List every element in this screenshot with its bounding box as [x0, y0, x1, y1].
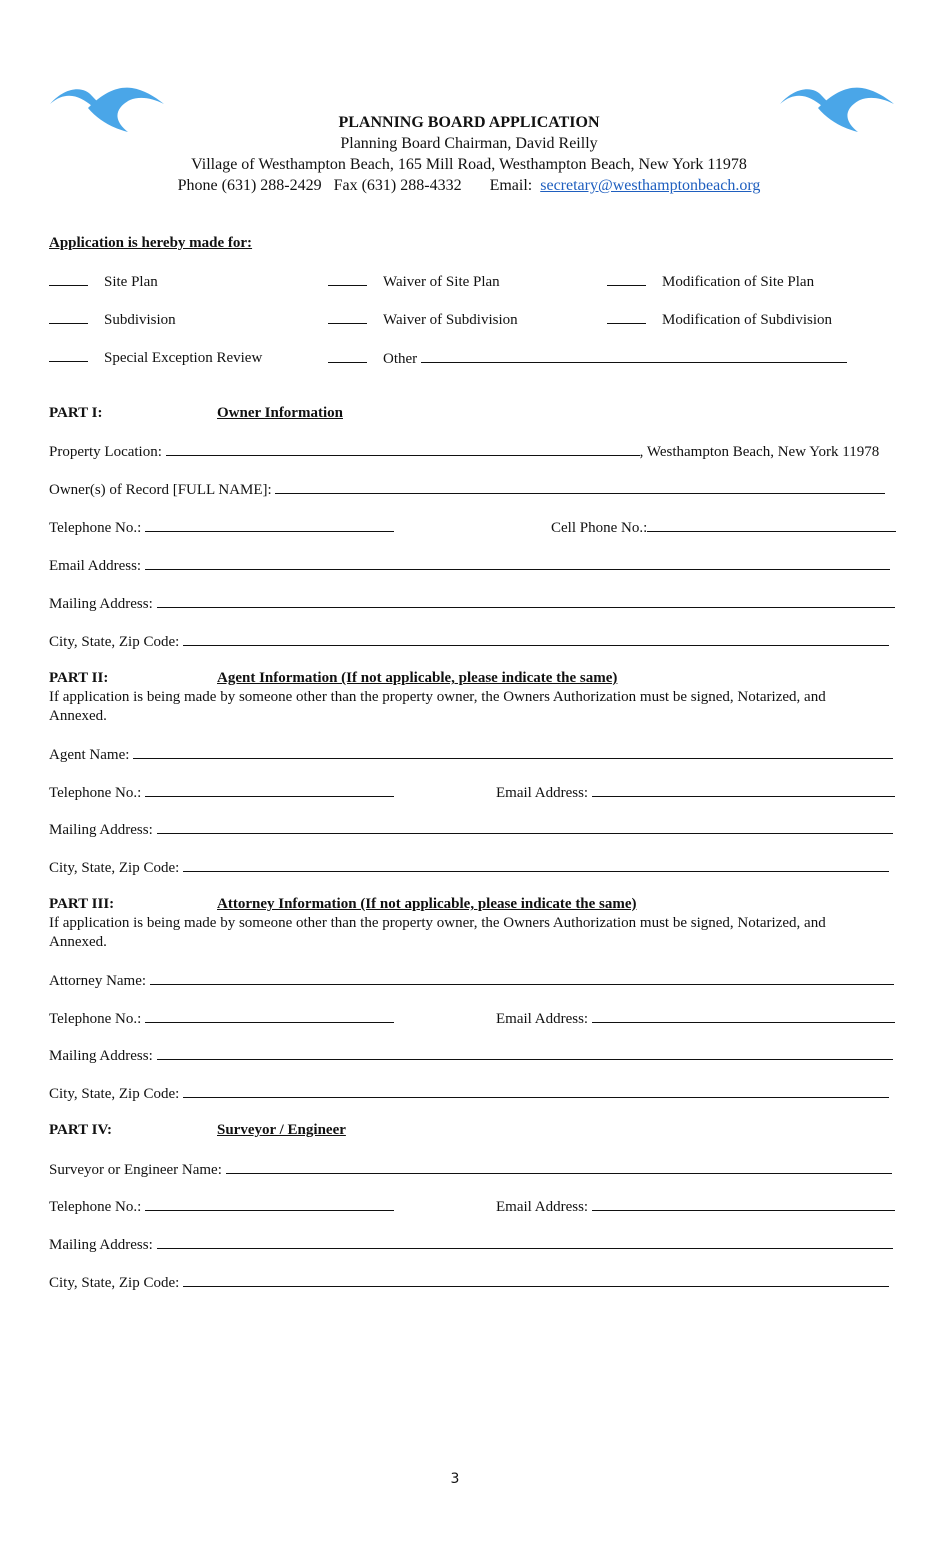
- email-field: Email Address:: [496, 1009, 895, 1028]
- email-input[interactable]: [592, 1197, 895, 1211]
- checkbox-blank[interactable]: [49, 273, 88, 286]
- email-field: Email Address:: [496, 1197, 895, 1216]
- email-input[interactable]: [145, 556, 890, 570]
- city-state-zip-field: City, State, Zip Code:: [49, 1084, 889, 1103]
- document-title: PLANNING BOARD APPLICATION: [338, 114, 600, 131]
- part2-heading: PART II: Agent Information (If not applicable, please indicate the same): [49, 670, 618, 686]
- agent-name-field: Agent Name:: [49, 745, 893, 764]
- email-input[interactable]: [592, 783, 895, 797]
- telephone-field: Telephone No.:: [49, 518, 394, 537]
- option-waiver-subdivision[interactable]: Waiver of Subdivision: [328, 311, 518, 329]
- city-state-zip-input[interactable]: [183, 632, 889, 646]
- email-link[interactable]: secretary@westhamptonbeach.org: [540, 177, 761, 194]
- mailing-address-field: Mailing Address:: [49, 1235, 893, 1254]
- part4-heading: PART IV: Surveyor / Engineer: [49, 1122, 346, 1138]
- checkbox-blank[interactable]: [328, 273, 367, 286]
- mailing-address-field: Mailing Address:: [49, 820, 893, 839]
- mailing-address-field: Mailing Address:: [49, 1046, 893, 1065]
- checkbox-blank[interactable]: [607, 311, 646, 324]
- part2-note: If application is being made by someone other than the property owner, the Owners Authorization must be signed, Notarized, and Annexed.: [49, 689, 826, 724]
- checkbox-blank[interactable]: [607, 273, 646, 286]
- mailing-address-field: Mailing Address:: [49, 594, 895, 613]
- part1-heading: PART I: Owner Information: [49, 405, 343, 421]
- option-subdivision[interactable]: Subdivision: [49, 311, 176, 329]
- phone-text: Phone (631) 288-2429: [177, 177, 322, 194]
- city-state-zip-input[interactable]: [183, 1273, 889, 1287]
- email-field: Email Address:: [496, 783, 895, 802]
- option-waiver-site-plan[interactable]: Waiver of Site Plan: [328, 273, 500, 291]
- telephone-input[interactable]: [145, 783, 394, 797]
- city-state-zip-field: City, State, Zip Code:: [49, 858, 889, 877]
- owner-field: Owner(s) of Record [FULL NAME]:: [49, 480, 885, 499]
- checkbox-blank[interactable]: [328, 311, 367, 324]
- option-special-exception[interactable]: Special Exception Review: [49, 349, 262, 367]
- telephone-field: Telephone No.:: [49, 1197, 394, 1216]
- mailing-address-input[interactable]: [157, 594, 895, 608]
- checkbox-blank[interactable]: [49, 349, 88, 362]
- page-number: 3: [450, 1471, 460, 1487]
- other-input[interactable]: [421, 349, 847, 363]
- mailing-address-input[interactable]: [157, 1046, 893, 1060]
- city-state-zip-field: City, State, Zip Code:: [49, 632, 889, 651]
- property-location-field: Property Location: , Westhampton Beach, New York 11978: [49, 444, 880, 460]
- option-modification-subdivision[interactable]: Modification of Subdivision: [607, 311, 832, 329]
- checkbox-blank[interactable]: [328, 350, 367, 363]
- fax-text: Fax (631) 288-4332: [333, 177, 462, 194]
- chairman-line: Planning Board Chairman, David Reilly: [340, 135, 598, 152]
- telephone-input[interactable]: [145, 1009, 394, 1023]
- telephone-field: Telephone No.:: [49, 1009, 394, 1028]
- mailing-address-input[interactable]: [157, 1235, 893, 1249]
- option-site-plan[interactable]: Site Plan: [49, 273, 158, 291]
- attorney-name-field: Attorney Name:: [49, 971, 894, 990]
- option-other[interactable]: Other: [328, 349, 847, 368]
- city-state-zip-input[interactable]: [183, 1084, 889, 1098]
- attorney-name-input[interactable]: [150, 971, 894, 985]
- telephone-field: Telephone No.:: [49, 783, 394, 802]
- telephone-input[interactable]: [145, 1197, 394, 1211]
- part3-note: If application is being made by someone other than the property owner, the Owners Authorization must be signed, Notarized, and Annexed.: [49, 915, 826, 950]
- agent-name-input[interactable]: [133, 745, 893, 759]
- property-location-input[interactable]: [166, 442, 640, 456]
- surveyor-name-input[interactable]: [226, 1160, 892, 1174]
- city-state-zip-field: City, State, Zip Code:: [49, 1273, 889, 1292]
- part3-heading: PART III: Attorney Information (If not applicable, please indicate the same): [49, 896, 637, 912]
- email-input[interactable]: [592, 1009, 895, 1023]
- cell-phone-input[interactable]: [647, 518, 896, 532]
- address-line: Village of Westhampton Beach, 165 Mill Road, Westhampton Beach, New York 11978: [191, 156, 747, 173]
- cell-phone-field: Cell Phone No.:: [551, 518, 896, 537]
- telephone-input[interactable]: [145, 518, 394, 532]
- email-field: Email Address:: [49, 556, 890, 575]
- email-label: Email:: [489, 177, 533, 194]
- checkbox-blank[interactable]: [49, 311, 88, 324]
- mailing-address-input[interactable]: [157, 820, 893, 834]
- option-modification-site-plan[interactable]: Modification of Site Plan: [607, 273, 814, 291]
- owner-input[interactable]: [275, 480, 885, 494]
- contact-line: [0, 175, 938, 196]
- document-header: [0, 112, 938, 196]
- city-state-zip-input[interactable]: [183, 858, 889, 872]
- application-heading: Application is hereby made for:: [49, 235, 253, 251]
- surveyor-name-field: Surveyor or Engineer Name:: [49, 1160, 892, 1179]
